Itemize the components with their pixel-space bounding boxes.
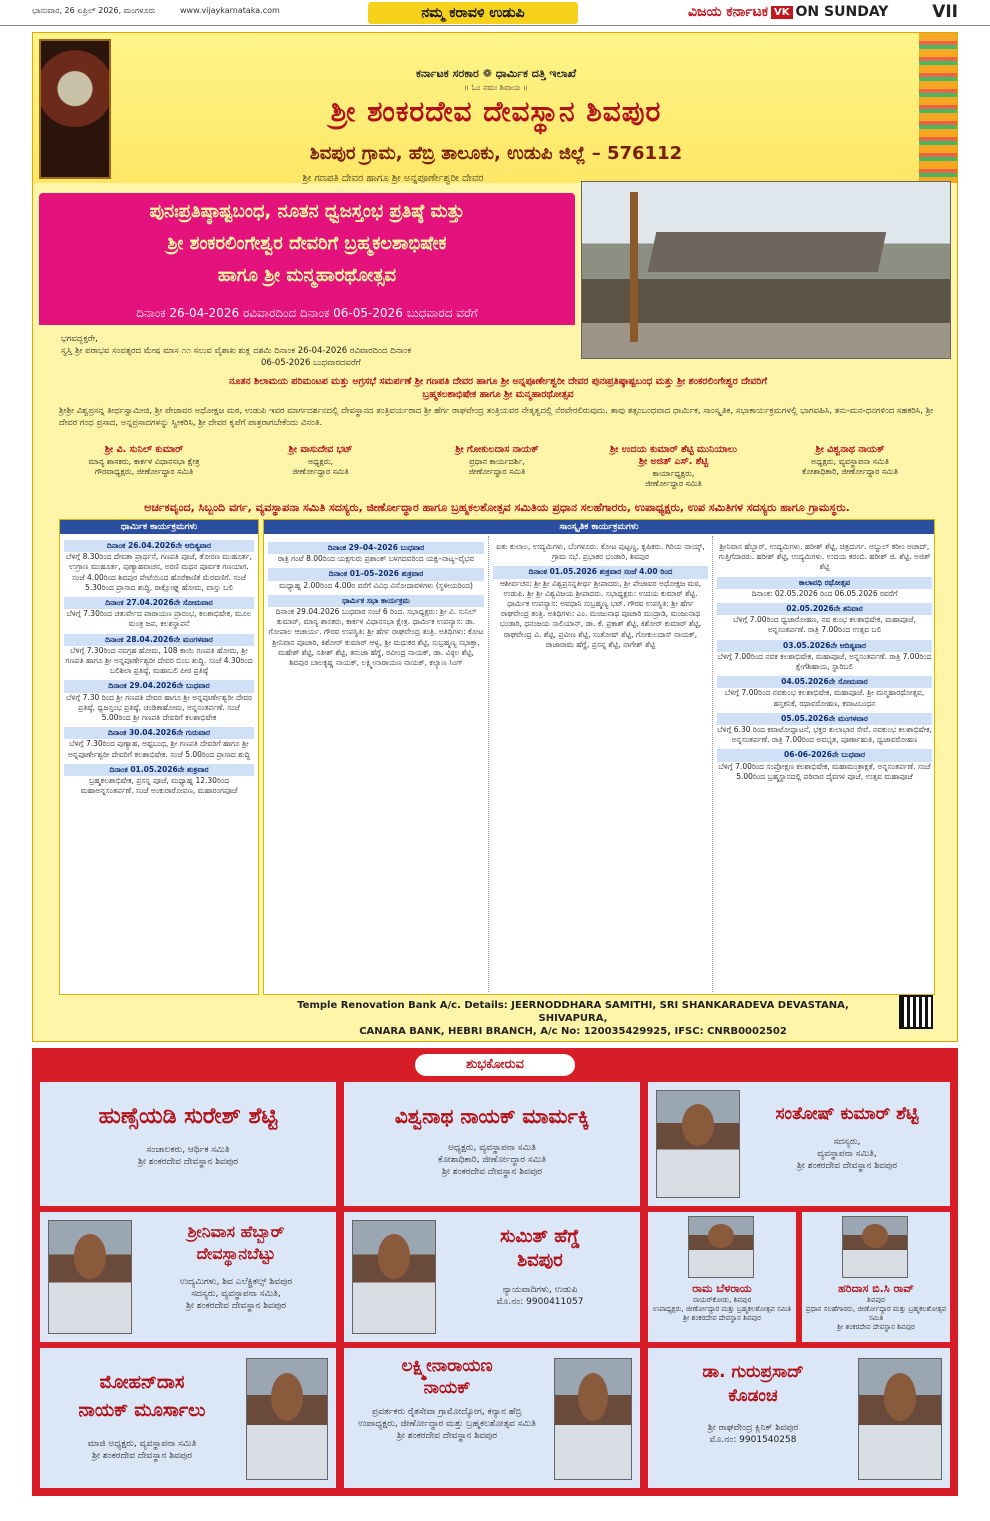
person-photo [246, 1358, 328, 1480]
programme-text: ಬೆಳಿಗ್ಗೆ 6.30 ರಿಂದ ಕವಾಟೋದ್ಘಾಟನೆ, ಭಕ್ತರ ತುಲಾಭಾರ ಸೇವೆ. ನವಕುಂಭ ಕಲಶಾಭಿಷೇಕ, ಅನ್ನಸಂತರ್ಪಣೆ. ರಾತ್ರಿ 7.00ರಿಂದ ಅವಭೃತ, ಪೂರ್ಣಾಹುತಿ, ಧ್ವಜಾವರೋಹಣ [717, 725, 932, 745]
temple-address: ಶಿವಪುರ ಗ್ರಾಮ, ಹೆಬ್ರಿ ತಾಲೂಕು, ಉಡುಪಿ ಜಿಲ್ಲೆ – 576112 [309, 143, 683, 164]
person-photo [48, 1220, 132, 1334]
programme-day [268, 542, 484, 564]
invite-salutation: ಭಗವದ್ಭಕ್ತರೇ, [61, 334, 98, 344]
greeting-line: ಶ್ರೀ ಶಂಕರದೇವ ದೇವಸ್ಥಾನ ಶಿವಪುರ [92, 1451, 192, 1461]
greeting-line: ಸದಸ್ಯರು, [833, 1137, 861, 1147]
qr-code-icon[interactable] [899, 995, 933, 1029]
paper-logo [688, 4, 888, 20]
face-shape [271, 1373, 303, 1421]
invitation-text [61, 333, 581, 369]
officer-role: ಅಧ್ಯಕ್ಷರು, [307, 457, 334, 466]
face-shape [378, 1234, 411, 1279]
temple-advertisement [32, 32, 958, 1042]
greeting-name: ಮೋಹನ್‌ದಾಸ [99, 1372, 185, 1393]
programme-text: ದಿನಾಂಕ 29.04.2026 ಬುಧವಾರ ಸಂಜೆ 6 ರಿಂದ. ಸಭಾಧ್ಯಕ್ಷರು: ಶ್ರೀ ವಿ. ಸುನಿಲ್ ಕುಮಾರ್, ಮಾನ್ಯ ಶಾಸಕರು, ಕಾರ್ಕಳ ವಿಧಾನಸಭಾ ಕ್ಷೇತ್ರ. ಧಾರ್ಮಿಕ ಉಪನ್ಯಾಸ: ಡಾ. ಗೋಪಾಲ ಆಚಾರ್ಯ. ಗೌರವ ಉಪಸ್ಥಿತಿ: ಶ್ರೀ ಹೆರ್ಗ ರಾಘವೇಂದ್ರ ತಂತ್ರಿ. ಅತಿಥಿಗಳು: ಕೋಟ ಶ್ರೀನಿವಾಸ ಪೂಜಾರಿ, ಕಿಶೋರ್ ಕುಮಾರ್ ಆಳ್ವ, ಶ್ರೀ ಮಧುಕರ ಶೆಟ್ಟಿ, ಸುಬ್ರಹ್ಮಣ್ಯ ಸಭಾಕ್ತಾ, ಮಹೇಶ್ ಶೆಟ್ಟಿ, ಸತೀಶ್ ಶೆಟ್ಟಿ, ತನುಜಾ ಹೆಗ್ಡೆ, ರವೀಂದ್ರ ನಾಯಕ್, ಡಾ. ವಿಠ್ಠಲ ಶೆಟ್ಟಿ, ಶಿವಪುರ ಬಾಲಕೃಷ್ಣ ನಾಯಕ್, ಲಕ್ಷ್ಮೀನಾರಾಯಣ ನಾಯಕ್, ಕಲ್ಯಾಣ ಸಿಂಗ್ [268, 607, 484, 668]
programme-day [717, 603, 932, 636]
cultural-heading: ಸಾಂಸ್ಕೃತಿಕ ಕಾರ್ಯಕ್ರಮಗಳು [264, 520, 934, 534]
officers-row [59, 445, 935, 493]
deities-line: ಶ್ರೀ ಗಣಪತಿ ದೇವರ ಹಾಗೂ ಶ್ರೀ ಅನ್ನಪೂರ್ಣೇಶ್ವರೀ ದೇವರ [302, 173, 484, 184]
programme-date: ದಿನಾಂಕ 29.04.2026ನೇ ಬುಧವಾರ [64, 680, 254, 692]
programme-day [64, 540, 254, 593]
greeting-line: ಶ್ರೀ ಶಂಕರದೇವ ದೇವಸ್ಥಾನ ಶಿವಪುರ [683, 1314, 761, 1322]
programme-day [717, 713, 932, 746]
face-shape [578, 1373, 608, 1421]
vk-badge: VK [771, 6, 793, 19]
greeting-line: ಸದಸ್ಯರು, ವ್ಯವಸ್ಥಾಪನಾ ಸಮಿತಿ, [191, 1289, 281, 1299]
programme-date: 03.05.2026ನೇ ಆದಿತ್ಯವಾರ [717, 640, 932, 652]
invite-line: ಸ್ವಸ್ತಿ ಶ್ರೀ ಪರಾಭವ ಸಂವತ್ಸರದ ಮೇಷ ಮಾಸ ೧೧ ಸಲುವ ವೈಶಾಖ ಶುಕ್ಲ ದಶಮಿ ದಿನಾಂಕ 26-04-2026 ರವಿವಾರದಿಂದ ದಿನಾಂಕ [61, 346, 412, 356]
officer-role: ಕೋಶಾಧಿಕಾರಿ, ಜೀರ್ಣೋದ್ಧಾರ ಸಮಿತಿ [801, 467, 899, 476]
greeting-line: ಶ್ರೀ ಶಂಕರದೇವ ದೇವಸ್ಥಾನ ಶಿವಪುರ [397, 1431, 497, 1441]
programme-date: ದಿನಾಂಕ 26.04.2026ನೇ ಆದಿತ್ಯವಾರ [64, 540, 254, 552]
programme-day [493, 566, 708, 650]
greeting-line: ಉಪಾಧ್ಯಕ್ಷರು, ಜೀರ್ಣೋದ್ಧಾರ ಮತ್ತು ಬ್ರಹ್ಮಕಲಶೋತ್ಸವ ಸಮಿತಿ [358, 1419, 536, 1429]
greeting-line: ಉದ್ಯಮಿಗಳು, ಶಿವ ಎಲೆಕ್ಟ್ರಿಕಲ್ಸ್ ಶಿವಪುರ [179, 1277, 293, 1287]
greeting-line: ಶ್ರೀ ಶಂಕರದೇವ ದೇವಸ್ಥಾನ ಶಿವಪುರ [186, 1301, 286, 1311]
greeting-card [40, 1212, 336, 1342]
programme-text: ಬೆಳಿಗ್ಗೆ 7.30ರಿಂದ ನವಗ್ರಹ ಹೋಮ, 108 ಕಾಯಿ ಗಣಪತಿ ಹೋಮ, ಶ್ರೀ ಗಣಪತಿ ಹಾಗೂ ಶ್ರೀ ಅನ್ನಪೂರ್ಣೇಶ್ವರೀ ದೇವರ ಬಿಂಬ ಶುದ್ಧಿ. ಸಂಜೆ 4.30ರಿಂದ ಬಲಿಶಿಲಾ ಪ್ರತಿಷ್ಠೆ, ಮಹಾಬಲಿ ಪೀಠ ಪ್ರತಿಷ್ಠೆ [65, 645, 253, 676]
event-line-1: ಪುನಃಪ್ರತಿಷ್ಠಾಷ್ಟಬಂಧ, ನೂತನ ಧ್ವಜಸ್ತಂಭ ಪ್ರತಿಷ್ಠೆ ಮತ್ತು [149, 201, 465, 222]
greeting-card [344, 1212, 640, 1342]
programme-text: ದಿನಾಂಕ: 02.05.2026 ರಿಂದ 06.05.2026 ರವರೆಗೆ [751, 588, 898, 598]
government-line: ಕರ್ನಾಟಕ ಸರಕಾರ ❁ ಧಾರ್ಮಿಕ ದತ್ತಿ ಇಲಾಖೆ [415, 67, 577, 80]
greeting-name-2: ನಾಯಕ್ [423, 1378, 471, 1398]
greeting-line: ಪ್ರವರ್ತಕರು ರೈತಸೇವಾ ಗ್ರಾಮೋದ್ಯೋಗ, ಕನ್ಯಾನ ಹೆಬ್ರಿ [372, 1407, 522, 1417]
bank-line-1: Temple Renovation Bank A/c. Details: JEERNODDHARA SAMITHI, SRI SHANKARADEVA DEVASTANA, SHIVAPURA, [297, 1000, 849, 1024]
greeting-line: ಶ್ರೀ ರಾಘವೇಂದ್ರ ಕ್ಲಿನಿಕ್ ಶಿವಪುರ [707, 1423, 799, 1433]
face-shape [708, 1224, 734, 1248]
temple-photo [581, 181, 951, 359]
greeting-desc [804, 1296, 948, 1332]
ad-header [33, 33, 958, 183]
programme-date: ಧಾರ್ಮಿಕ ಸಭಾ ಕಾರ್ಯಕ್ರಮ [268, 595, 484, 607]
greeting-name-2: ಶಿವಪುರ [517, 1250, 563, 1271]
officer-name: ಶ್ರೀ ಗೋಕುಲದಾಸ ನಾಯಕ್ [455, 444, 539, 455]
greeting-line: ಶಿವಪುರ [867, 1296, 885, 1304]
officer-card [765, 445, 935, 493]
greeting-card [344, 1082, 640, 1206]
officer-role: ಗೌರವಾಧ್ಯಕ್ಷರು, ಜೀರ್ಣೋದ್ಧಾರ ಸಮಿತಿ [94, 467, 194, 476]
religious-days [60, 534, 258, 798]
sunday-label: ON SUNDAY [795, 4, 889, 20]
greeting-line: ಪ್ರಧಾನ ಸಲಹೆಗಾರರು, ಜೀರ್ಣೋದ್ಧಾರ ಮತ್ತು ಬ್ರಹ್ಮಕಲಶೋತ್ಸವ ಸಮಿತಿ [805, 1305, 947, 1322]
masthead [0, 0, 990, 26]
greeting-name: ರಾಮ ಬೆಳರಾಯ [692, 1282, 752, 1295]
programme-day [64, 764, 254, 797]
greeting-line: ಅಧ್ಯಕ್ಷರು, ವ್ಯವಸ್ಥಾಪನಾ ಸಮಿತಿ [448, 1143, 536, 1153]
greeting-name-2: ನಾಯಕ್ ಮೂರ್ಸಾಲು [78, 1400, 206, 1421]
edition-label: ನಮ್ಮ ಕರಾವಳಿ ಉಡುಪಿ [368, 2, 578, 24]
greeting-card [648, 1348, 950, 1488]
programme-date: ದಿನಾಂಕ 01.05.2026 ಶುಕ್ರವಾರ ಸಂಜೆ 4.00 ರಿಂದ [493, 566, 708, 578]
officer-card [59, 445, 229, 493]
programme-text: ರಾತ್ರಿ ಗಂಟೆ 8.00ರಿಂದ ಯಕ್ಷಗುರು ಪ್ರಶಾಂತ್ ಬಳಗದವರಿಂದ ಯಕ್ಷ–ನಾಟ್ಯ–ವೈಭವ [277, 554, 475, 564]
officer-role: ಕಾರ್ಯಾಧ್ಯಕ್ಷರು, [652, 469, 695, 478]
officer-name: ಶ್ರೀ ಉದಯ ಕುಮಾರ್ ಶೆಟ್ಟಿ ಮುನಿಯಾಲು [609, 444, 737, 455]
programme-date: ದಿನಾಂಕ 28.04.2026ನೇ ಮಂಗಳವಾರ [64, 634, 254, 646]
greeting-name: ಹುಣ್ಸೆಯಡಿ ಸುರೇಶ್ ಶೆಟ್ಟಿ [98, 1104, 278, 1129]
greeting-name: ಲಕ್ಷ್ಮೀನಾರಾಯಣ [401, 1356, 493, 1376]
programme-date: ದಿನಾಂಕ 30.04.2026ನೇ ಗುರುವಾರ [64, 727, 254, 739]
programme-text: ಬೆಳಿಗ್ಗೆ 7.30 ರಿಂದ ಶ್ರೀ ಗಣಪತಿ ದೇವರ ಹಾಗೂ ಶ್ರೀ ಅನ್ನಪೂರ್ಣೇಶ್ವರೀ ದೇವರ ಪ್ರತಿಷ್ಠೆ, ಧ್ವಜಸ್ತಂಭ ಪ್ರತಿಷ್ಠೆ, ಚಂಡಿಕಾಹೋಮ, ಅನ್ನಸಂತರ್ಪಣೆ. ಸಂಜೆ 5.00ರಿಂದ ಶ್ರೀ ಗಣಪತಿ ದೇವರಿಗೆ ಕಲಶಾಭಿಷೇಕ [65, 692, 253, 723]
greetings-title: ಶುಭಕೋರುವ [415, 1054, 575, 1076]
programme-day [717, 542, 932, 573]
greeting-line: ಉಪಾಧ್ಯಕ್ಷರು, ಜೀರ್ಣೋದ್ಧಾರ ಮತ್ತು ಬ್ರಹ್ಮಕಲಶೋತ್ಸವ ಸಮಿತಿ [652, 1305, 792, 1313]
greeting-card [344, 1348, 640, 1488]
programme-text: ಬೆಳಿಗ್ಗೆ 7.30ರಿಂದ ಪುಣ್ಯಾಹ, ಅಷ್ಟಬಂಧ, ಶ್ರೀ ಗಣಪತಿ ದೇವರಿಗೆ ಹಾಗೂ ಶ್ರೀ ಅನ್ನಪೂರ್ಣೇಶ್ವರೀ ದೇವರಿಗೆ ಕಲಶಾಭಿಷೇಕ. ಸಂಜೆ 5.00ರಿಂದ ಪ್ರಾಸಾದ ಶುದ್ಧಿ [67, 739, 251, 759]
officer-role: ಪ್ರಧಾನ ಕಾರ್ಯದರ್ಶಿ, [469, 457, 525, 466]
programme-date: 04.05.2026ನೇ ಸೋಮವಾರ [717, 676, 932, 688]
greeting-name-2: ದೇವಸ್ಥಾನಬೆಟ್ಟು [196, 1244, 276, 1263]
officer-role: ಮಾನ್ಯ ಶಾಸಕರು, ಕಾರ್ಕಳ ವಿಧಾನಸಭಾ ಕ್ಷೇತ್ರ [88, 457, 200, 466]
members-line: ಅರ್ಚಕವೃಂದ, ಸಿಬ್ಬಂದಿ ವರ್ಗ, ವ್ಯವಸ್ಥಾಪನಾ ಸಮಿತಿ ಸದಸ್ಯರು, ಜೀರ್ಣೋದ್ಧಾರ ಹಾಗೂ ಬ್ರಹ್ಮಕಲಶೋತ್ಸವ ಸಮಿತಿಯ ಪ್ರಧಾನ ಸಲಹೆಗಾರರು, ಉಪಾಧ್ಯಕ್ಷರು, ಉಪ ಸಮಿತಿಗಳ ಸದಸ್ಯರು ಹಾಗೂ ಗ್ರಾಮಸ್ಥರು. [144, 501, 850, 514]
officer-name: ಶ್ರೀ ವಿ. ಸುನಿಲ್ ಕುಮಾರ್ [104, 444, 184, 455]
person-photo [656, 1090, 740, 1198]
bank-line-2: CANARA BANK, HEBRI BRANCH, A/c No: 120035429925, IFSC: CNRB0002502 [359, 1026, 787, 1037]
greeting-name-2: ಕೊಡಂಚ [728, 1386, 778, 1406]
invite-line-end: 06-05-2026 ಬುಧವಾರದವರೆಗೆ [261, 358, 361, 368]
greeting-name: ಶ್ರೀನಿವಾಸ ಹೆಬ್ಬಾರ್ [187, 1222, 285, 1241]
greeting-line: ಮಾಜಿ ಅಧ್ಯಕ್ಷರು, ವ್ಯವಸ್ಥಾಪನಾ ಸಮಿತಿ [87, 1439, 197, 1449]
programme-text: ಬೆಳಿಗ್ಗೆ 7.00ರಿಂದ ಧ್ವಜಾರೋಹಣ, ನವ ಕುಂಭ ಕಲಶಾಭಿಷೇಕ, ಮಹಾಪೂಜೆ, ಅನ್ನಸಂತರ್ಪಣೆ. ರಾತ್ರಿ 7.00ರಿಂದ ಉತ್ಸವ ಬಲಿ [733, 615, 916, 635]
officer-card [236, 445, 406, 493]
greeting-line: ವ್ಯವಸ್ಥಾಪನಾ ಸಮಿತಿ, [817, 1149, 877, 1159]
cultural-column-a [264, 536, 488, 992]
temple-title: ಶ್ರೀ ಶಂಕರದೇವ ದೇವಸ್ಥಾನ ಶಿವಪುರ [330, 95, 662, 128]
renovation-line-2: ಬ್ರಹ್ಮಕಲಶಾಭಿಷೇಕ ಹಾಗೂ ಶ್ರೀ ಮನ್ಮಹಾರಥೋತ್ಸವ [422, 389, 574, 400]
greeting-card [802, 1212, 950, 1342]
greeting-desc [40, 1438, 244, 1462]
religious-programmes [59, 519, 259, 995]
greeting-name: ಡಾ. ಗುರುಪ್ರಸಾದ್ [702, 1362, 804, 1382]
greetings-section [32, 1048, 958, 1496]
officer-role: ಜೀರ್ಣೋದ್ಧಾರ ಸಮಿತಿ [468, 467, 526, 476]
religious-heading: ಧಾರ್ಮಿಕ ಕಾರ್ಯಕ್ರಮಗಳು [60, 520, 258, 534]
officer-card [412, 445, 582, 493]
flagpole-shape [630, 192, 638, 342]
paper-name: ವಿಜಯ ಕರ್ನಾಟಕ [688, 4, 769, 20]
greeting-desc [744, 1136, 950, 1172]
greeting-card [40, 1082, 336, 1206]
website-url[interactable]: www.vijaykarnataka.com [180, 6, 280, 15]
person-photo [858, 1358, 942, 1480]
programme-text: ಬ್ರಹ್ಮಕಲಶಾಭಿಷೇಕ, ಪ್ರಸನ್ನ ಪೂಜೆ, ಮಧ್ಯಾಹ್ನ 12.30ರಿಂದ ಮಹಾಅನ್ನಸಂತರ್ಪಣೆ. ಸಂಜೆ ಅಂಕುರಾರೋಪಣ, ಮಹಾರಂಗಪೂಜೆ [80, 776, 238, 796]
temple-roof-shape [648, 232, 887, 272]
programme-text: ಐತು ಕುಲಾಲ, ಉದ್ಯಮಿಗಳು, ಬೆಂಗಳೂರು. ಕೋಟ ಪುಟ್ಟಣ್ಣ, ಕೃಷಿಕರು. ಗಿರಿಯ ನಾಯ್ಕ್, ಗ್ರಾಮ ಸಭೆ. ಪ್ರಭಾಕರ ಭಂಡಾರಿ, ಶಿವಪುರ [496, 542, 705, 562]
greeting-card [648, 1082, 950, 1206]
person-photo [842, 1216, 908, 1278]
greeting-line: ನ್ಯಾಯವಾದಿಗಳು, ಉಡುಪಿ [502, 1285, 578, 1295]
greeting-name: ಸುಮಿತ್ ಹೆಗ್ಡೆ [500, 1226, 580, 1247]
officer-role: ಅಧ್ಯಕ್ಷರು, ವ್ಯವಸ್ಥಾಪನಾ ಸಮಿತಿ [810, 457, 890, 466]
face-shape [862, 1224, 888, 1248]
event-line-2: ಶ್ರೀ ಶಂಕರಲಿಂಗೇಶ್ವರ ದೇವರಿಗೆ ಬ್ರಹ್ಮಕಲಶಾಭಿಷೇಕ [167, 233, 447, 254]
programme-text: ಬೆಳಿಗ್ಗೆ 7.00ರಿಂದ ಸಂಪ್ರೋಕ್ಷಣ ಕಲಶಾಭಿಷೇಕ, ಮಹಾಮಂತ್ರಾಕ್ಷತೆ, ಅನ್ನಸಂತರ್ಪಣೆ. ಸಂಜೆ 5.00ರಿಂದ ಬ್ರಹ್ಮಸ್ಥಾನದಲ್ಲಿ ಪರಿವಾರ ದೈವಗಳ ಪೂಜೆ, ಉತ್ಸವ ಮಹಾಪೂಜೆ [718, 761, 931, 781]
officer-name: ಶ್ರೀ ವಿಶ್ವನಾಥ ನಾಯಕ್ [815, 444, 885, 455]
programme-text: ಶ್ರೀನಿವಾಸ ಹೆಬ್ಬಾರ್, ಉದ್ಯಮಿಗಳು. ಹರೀಶ್ ಶೆಟ್ಟಿ, ಚಿತ್ರದುರ್ಗ. ಅಬ್ದುಲ್ ಕರೀಂ ಅಜಾದ್, ಗುತ್ತಿಗೆದಾರರು. ಹರೀಶ್ ಶೆಟ್ಟಿ, ಉದ್ಯಮಿಗಳು. ಉದಯ ಕರಂಬಿ. ಹರೀಶ್ ಜಿ. ಶೆಟ್ಟಿ. ಅಜಿತ್ ಶೆಟ್ಟಿ [718, 542, 931, 572]
greeting-desc [136, 1276, 336, 1312]
greeting-line: ಶ್ರೀ ಶಂಕರದೇವ ದೇವಸ್ಥಾನ ಶಿವಪುರ [837, 1323, 915, 1331]
greeting-line: ಮೊ.ನಂ: 9900411057 [496, 1297, 584, 1307]
greeting-card [648, 1212, 796, 1342]
greeting-desc [344, 1142, 640, 1178]
programme-text: ಬೆಳಿಗ್ಗೆ 7.00ರಿಂದ ನವಕ ಕಲಶಾಭಿಷೇಕ, ಮಹಾಪೂಜೆ, ಅನ್ನಸಂತರ್ಪಣೆ. ರಾತ್ರಿ 7.00ರಿಂದ ಕ್ಷೇಗೆಶಿಹಾಯ, ಸ್ಥಾರಿಬಲಿ [717, 651, 932, 672]
programme-text: ಬೆಳಿಗ್ಗೆ 7.30ರಿಂದ ಚತುರ್ವೇದ ಪಾರಾಯಣ ಪ್ರಾರಂಭ, ಕಲಶಾಭಿಷೇಕ, ಮೂಲ ಮಂತ್ರ ಜಪ, ಕಲಶಸ್ಥಾಪನೆ [66, 609, 252, 629]
greeting-desc [650, 1296, 794, 1323]
greeting-desc [344, 1406, 550, 1442]
issue-date: ಭಾನುವಾರ, 26 ಏಪ್ರಿಲ್ 2026, ಮಂಗಳೂರು [32, 6, 156, 15]
event-date-range: ದಿನಾಂಕ 26-04-2026 ರವಿವಾರದಿಂದ ದಿನಾಂಕ 06-05-2026 ಬುಧವಾರದ ವರೆಗೆ [39, 301, 575, 325]
om-namah-shivaya: ॥ ಓಂ ನಮಃ ಶಿವಾಯ ॥ [464, 83, 528, 92]
page-number: VII [932, 2, 958, 22]
officer-role: ಜೀರ್ಣೋದ್ಧಾರ ಸಮಿತಿ [645, 479, 702, 488]
programme-date: ದಿನಾಂಕ 27.04.2026ನೇ ಸೋಮವಾರ [64, 597, 254, 609]
cultural-column-c [712, 536, 936, 992]
greeting-line: ಶ್ರೀ ಶಂಕರದೇವ ದೇವಸ್ಥಾನ ಶಿವಪುರ [138, 1157, 238, 1167]
greeting-desc [440, 1284, 640, 1308]
event-line-3: ಹಾಗೂ ಶ್ರೀ ಮನ್ಮಹಾರಥೋತ್ಸವ [217, 265, 397, 286]
person-photo [688, 1216, 754, 1278]
programme-date: ದಿನಾಂಕ 01.05.2026ನೇ ಶುಕ್ರವಾರ [64, 764, 254, 776]
face-shape [682, 1104, 715, 1146]
programme-day [64, 634, 254, 677]
person-photo [352, 1220, 436, 1334]
programme-day [64, 727, 254, 760]
greeting-line: ಶ್ರೀ ಶಂಕರದೇವ ದೇವಸ್ಥಾನ ಶಿವಪುರ [797, 1161, 897, 1171]
face-shape [884, 1373, 917, 1421]
programme-day [64, 597, 254, 630]
renovation-line-1: ನೂತನ ಶಿಲಾಮಯ ಪರಿಮಂಟಪ ಮತ್ತು ಅಗ್ರಸಭೆ ಸಮರ್ಪಣೆ ಶ್ರೀ ಗಣಪತಿ ದೇವರ ಹಾಗೂ ಶ್ರೀ ಅನ್ನಪೂರ್ಣೇಶ್ವರೀ ದೇವರ ಪುನಃಪ್ರತಿಷ್ಠಾಷ್ಟಬಂಧ ಮತ್ತು ಶ್ರೀ ಶಂಕರಲಿಂಗೇಶ್ವರ ದೇವರಿಗೆ [229, 376, 767, 387]
programme-date: ದಿನಾಂಕ 29–04–2026 ಬುಧವಾರ [268, 542, 484, 554]
person-photo [554, 1358, 632, 1480]
programme-date: ಕಾಲಾವಧಿ ರಥೋತ್ಸವ [717, 577, 932, 589]
greeting-name: ವಿಶ್ವನಾಥ ನಾಯಕ್ ಮಾರ್ಮಕ್ಕಿ [394, 1104, 590, 1128]
programme-text: ಮಧ್ಯಾಹ್ನ 2.00ರಿಂದ 4.00ರ ವರೆಗೆ ವಿವಿಧ ವಿನೋದಾವಳಿಗಳು (ಸ್ಥಳೀಯರಿಂದ) [279, 580, 473, 590]
greeting-line: ಕೋಶಾಧಿಕಾರಿ, ಜೀರ್ಣೋದ್ಧಾರ ಸಮಿತಿ [437, 1155, 547, 1165]
cultural-programmes [263, 519, 935, 995]
programme-day [268, 568, 484, 590]
cultural-column-b [488, 536, 712, 992]
greeting-card [40, 1348, 336, 1488]
officer-card [589, 445, 759, 493]
programme-day [717, 640, 932, 673]
officer-name: ಶ್ರೀ ವಾಸುದೇವ ಭಟ್ [288, 444, 353, 455]
greeting-line: ಮೊ.ನಂ: 9901540258 [709, 1435, 797, 1445]
greeting-line: ಶ್ರೀ ಶಂಕರದೇವ ದೇವಸ್ಥಾನ ಶಿವಪುರ [442, 1167, 542, 1177]
greeting-name: ಸಂತೋಷ್ ಕುಮಾರ್ ಶೆಟ್ಟಿ [775, 1104, 919, 1124]
officer-name-2: ಶ್ರೀ ಅಜಿತ್ ಎಸ್. ಶೆಟ್ಟಿ [638, 456, 709, 467]
greeting-line: ಸಂಚಾಲಕರು, ಆರ್ಥಿಕ ಸಮಿತಿ [146, 1145, 230, 1155]
officer-role: ಜೀರ್ಣೋದ್ಧಾರ ಸಮಿತಿ [292, 467, 349, 476]
programme-text: ಬೆಳಿಗ್ಗೆ 8.30ರಿಂದ ದೇವತಾ ಪ್ರಾರ್ಥನೆ, ಗಣಪತಿ ಪೂಜೆ, ತೋರಣ ಮುಹೂರ್ತ, ಉಗ್ರಾಣ ಮುಹೂರ್ತ, ಪುಣ್ಯಾಹವಾಚನ, ಅರಣಿ ಮಥನ ಪೂರ್ವಕ ಗಣಯಾಗ. ಸಂಜೆ 4.00ರಿಂದ ಶಿವಪುರ ಪೇಟೆಯಿಂದ ಹೊರೆಕಾಣಿಕೆ ಮೆರವಣಿಗೆ. ಸಂಜೆ 5.30ರಿಂದ ಪ್ರಾಸಾದ ಶುದ್ಧಿ, ರಾಕ್ಷೋಘ್ನ ಹೋಮ, ವಾಸ್ತು ಬಲಿ [65, 552, 253, 592]
greeting-name: ಹರಿದಾಸ ಬಿ.ಸಿ ರಾವ್ [838, 1282, 914, 1295]
programme-date: 05.05.2026ನೇ ಮಂಗಳವಾರ [717, 713, 932, 725]
renovation-summary [93, 375, 903, 401]
programme-date: 06-06-2026ನೇ ಬುಧವಾರ [717, 749, 932, 761]
greeting-line: ನಾಯರ್‌ಕೋಡು, ಶಿವಪುರ [692, 1296, 752, 1304]
programme-day [493, 542, 708, 562]
deity-image [39, 39, 111, 179]
programme-date: 02.05.2026ನೇ ಶನಿವಾರ [717, 603, 932, 615]
programme-day [717, 577, 932, 599]
guidance-paragraph: ಶ್ರೀಶ್ರೀ ವಿಶ್ವಪ್ರಸನ್ನ ತೀರ್ಥಸ್ವಾಮೀಜಿ, ಶ್ರೀ ಪೇಜಾವರ ಅಧೋಕ್ಷಜ ಮಠ, ಉಡುಪಿ ಇವರ ಮಾರ್ಗದರ್ಶನದಲ್ಲಿ ದೇವಸ್ಥಾನದ ತಂತ್ರಿವರ್ಯರಾದ ಶ್ರೀ ಹೆರ್ಗ ರಾಘವೇಂದ್ರ ತಂತ್ರಿಯವರ ನೇತೃತ್ವದಲ್ಲಿ ನೆರವೇರಲಿರುವುದು. ತಾವು ತತ್ಸಂಬಂಧವಾದ ಧಾರ್ಮಿಕ, ಸಾಂಸ್ಕೃತಿಕ, ಸಭಾಕಾರ್ಯಕ್ರಮಗಳಲ್ಲಿ ಭಾಗವಹಿಸಿ, ತನು-ಮನ-ಧನಗಳಿಂದ ಸಹಕರಿಸಿ, ಶ್ರೀ ದೇವರ ಗಂಧ ಪ್ರಸಾದ, ಅನ್ನಪ್ರಸಾದಗಳನ್ನು ಸ್ವೀಕರಿಸಿ, ಶ್ರೀ ದೇವರ ಕೃಪೆಗೆ ಪಾತ್ರರಾಗಬೇಕೆಂದು ವಿನಂತಿ. [59, 406, 934, 428]
programme-day [717, 676, 932, 709]
programme-text: ಬೆಳಿಗ್ಗೆ 7.00ರಿಂದ ನವಕುಂಭ ಕಲಶಾಭಿಷೇಕ, ಮಹಾಪೂಜೆ. ಶ್ರೀ ಮನ್ಮಹಾರಥೋತ್ಸವ, ಹಸ್ತಕನಿಕೆ, ರಥಾವರೋಹಣ, ಕವಾಟಬಂಧನ [724, 688, 925, 708]
bank-details [263, 999, 883, 1038]
programme-day [64, 680, 254, 723]
greeting-desc [648, 1422, 858, 1446]
greeting-desc [40, 1144, 336, 1168]
event-banner [39, 193, 575, 313]
programme-text: ಆಶೀರ್ವಚನ: ಶ್ರೀ ಶ್ರೀ ವಿಶ್ವಪ್ರಸನ್ನತೀರ್ಥ ಶ್ರೀಪಾದರು, ಶ್ರೀ ಪೇಜಾವರ ಅಧೋಕ್ಷಜ ಮಠ, ಉಡುಪಿ. ಶ್ರೀ ಶ್ರೀ ವಿಶ್ವವಿಜಯ ಶ್ರೀಪಾದರು. ಸಭಾಧ್ಯಕ್ಷರು: ಉದಯ ಕುಮಾರ್ ಶೆಟ್ಟಿ. ಧಾರ್ಮಿಕ ಉಪನ್ಯಾಸ: ಅವಧಾನಿ ಸುಬ್ರಹ್ಮಣ್ಯ ಭಟ್. ಗೌರವ ಉಪಸ್ಥಿತಿ: ಶ್ರೀ ಹೆರ್ಗ ರಾಘವೇಂದ್ರ ತಂತ್ರಿ. ಅತಿಥಿಗಳು: ಎಂ. ಮಂಜುನಾಥ ಪೂಜಾರಿ ಮುದ್ರಾಡಿ, ಮಂಜುನಾಥ ಭಂಡಾರಿ, ಧನಂಜಯ ಸಾಲಿಯಾನ್, ಡಾ. ಕೆ. ಪ್ರಕಾಶ್ ಶೆಟ್ಟಿ, ಕಿಶೋರ್ ಕುಮಾರ್ ಶೆಟ್ಟಿ, ರಾಘವೇಂದ್ರ ವಿ. ಶೆಟ್ಟಿ, ಪ್ರವೀಣ ಶೆಟ್ಟಿ, ಸಂತೋಷ್ ಶೆಟ್ಟಿ, ಗೋಕುಲದಾಸ್ ನಾಯಕ್, ರಾಜಾರಾಮ ಹೆಗ್ಡೆ, ಪ್ರಸನ್ನ ಶೆಟ್ಟಿ, ನಾಗೇಶ್ ಶೆಟ್ಟಿ [499, 578, 702, 649]
garland-decoration [919, 33, 958, 183]
programme-date: ದಿನಾಂಕ 01–05–2026 ಶುಕ್ರವಾರ [268, 568, 484, 580]
programme-day [268, 595, 484, 668]
programme-day [717, 749, 932, 782]
face-shape [74, 1234, 107, 1279]
